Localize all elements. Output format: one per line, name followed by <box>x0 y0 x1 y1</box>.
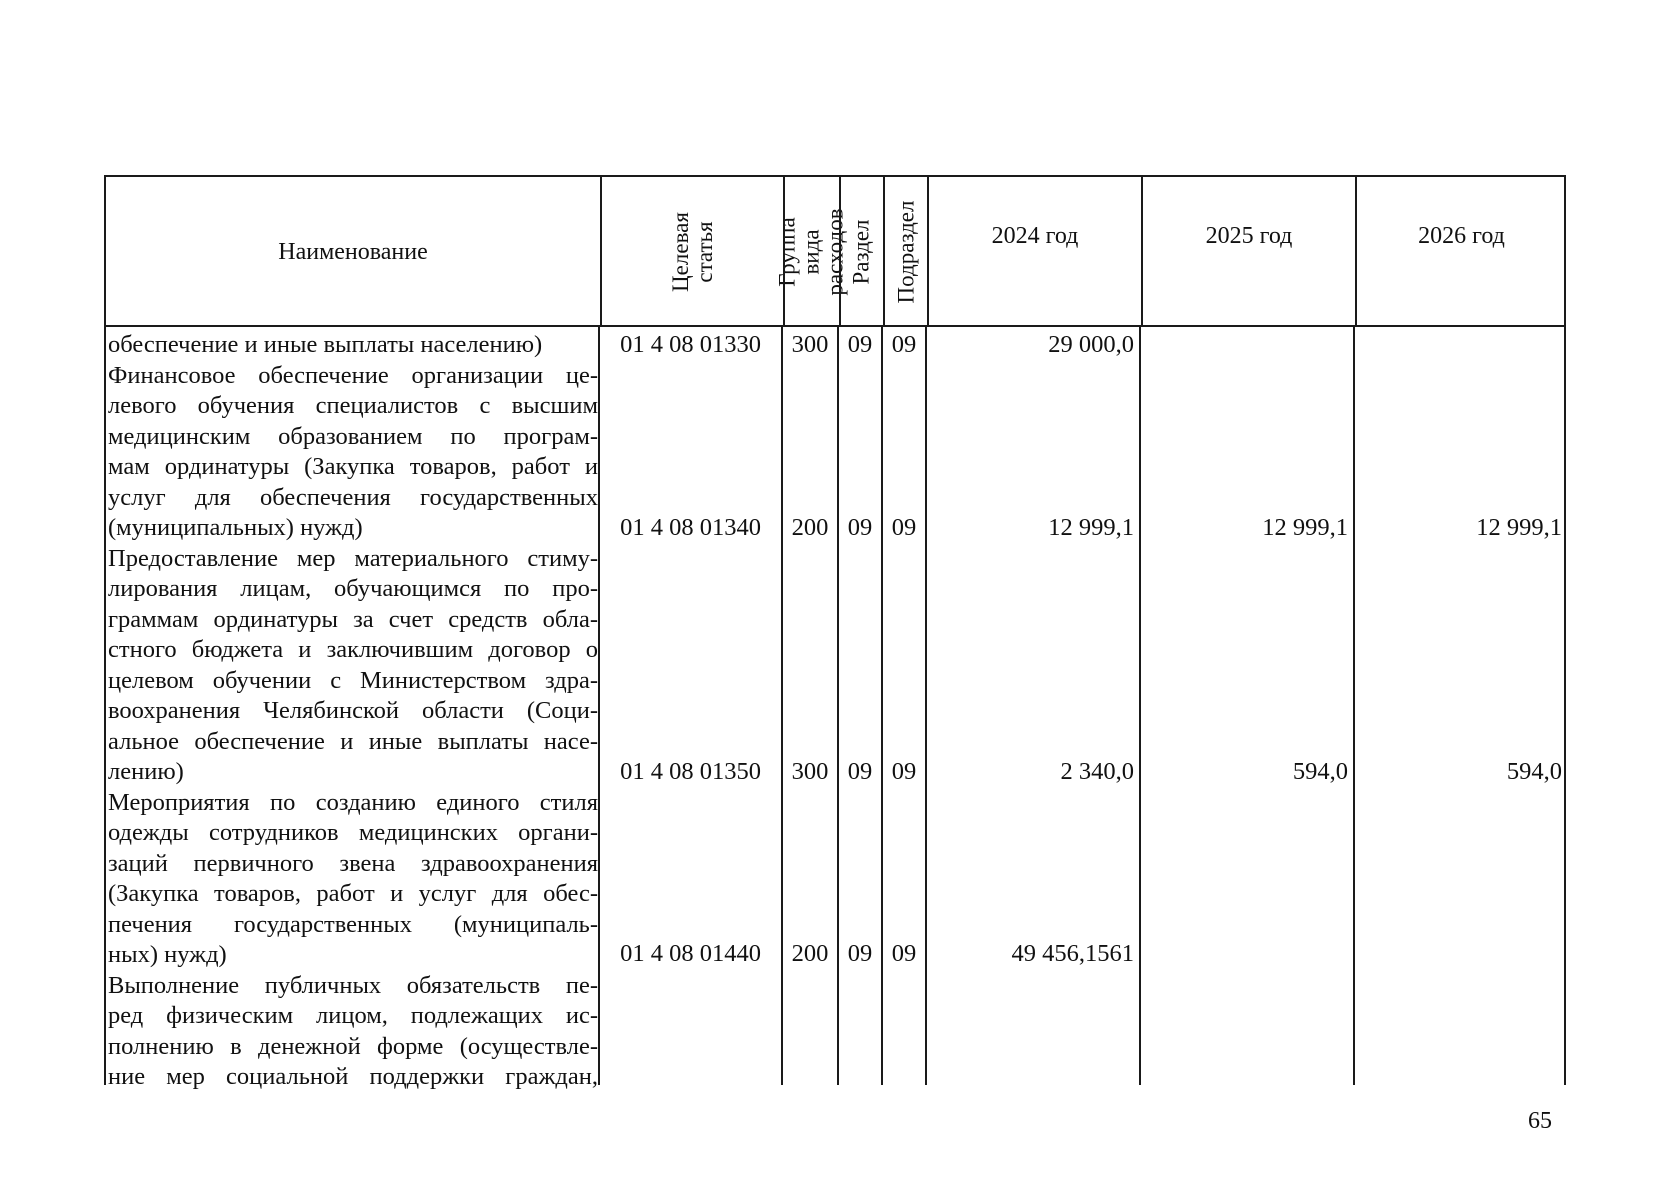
column-divider <box>1564 327 1566 1085</box>
row-section: 09 <box>847 758 873 785</box>
column-divider <box>881 327 883 1085</box>
row-2024: 49 456,1561 <box>1011 940 1134 967</box>
row-code: 01 4 08 01350 <box>620 758 761 785</box>
row-2024: 2 340,0 <box>1060 758 1134 785</box>
row-name-line: альное обеспечение и иные выплаты насе- <box>108 727 598 755</box>
header-section-label: Раздел <box>849 219 874 285</box>
column-divider <box>1353 327 1355 1085</box>
row-code: 01 4 08 01340 <box>620 514 761 541</box>
header-2025-label: 2025 год <box>1205 223 1293 249</box>
header-expense-group <box>775 177 849 327</box>
header-divider <box>600 177 602 327</box>
row-name-line: обеспечение и иные выплаты населению) <box>108 331 543 358</box>
row-name-line: ных) нужд) <box>108 941 227 968</box>
column-divider <box>781 327 783 1085</box>
header-divider <box>883 177 885 327</box>
row-name-line: воохранения Челябинской области (Соци- <box>108 697 598 724</box>
header-subsection <box>885 177 927 327</box>
row-subsection: 09 <box>891 514 917 541</box>
row-group: 200 <box>791 514 829 541</box>
header-2025 <box>1143 177 1355 327</box>
page-number: 65 <box>1528 1108 1552 1134</box>
header-divider <box>927 177 929 327</box>
row-group: 300 <box>791 331 829 358</box>
header-section <box>841 177 883 327</box>
row-name-line: лению) <box>108 758 184 785</box>
row-2025: 12 999,1 <box>1262 514 1348 541</box>
column-divider <box>1139 327 1141 1085</box>
row-2024: 29 000,0 <box>1048 331 1134 358</box>
header-2024-label: 2024 год <box>991 223 1079 249</box>
column-divider <box>925 327 927 1085</box>
header-target-article-label: Целевая статья <box>667 212 717 292</box>
header-subsection-label: Подраздел <box>893 200 919 304</box>
header-divider <box>1141 177 1143 327</box>
budget-table <box>104 175 1566 1090</box>
row-subsection: 09 <box>891 758 917 785</box>
row-name-line: ред физическим лицом, подлежащих ис- <box>108 1002 598 1029</box>
header-2026 <box>1357 177 1566 327</box>
row-name-line: заций первичного звена здравоохранения <box>108 849 598 877</box>
row-name-line: одежды сотрудников медицинских органи- <box>108 819 598 846</box>
header-expense-group-label: Группа вида расходов <box>775 208 849 296</box>
column-divider <box>104 327 106 1085</box>
header-2026-label: 2026 год <box>1418 223 1505 249</box>
header-divider <box>839 177 841 327</box>
row-name <box>108 971 598 1093</box>
row-section: 09 <box>847 331 873 358</box>
row-2025: 594,0 <box>1292 758 1348 785</box>
row-name-line: медицинским образованием по програм- <box>108 422 598 450</box>
row-name-line: левого обучения специалистов с высшим <box>108 392 598 419</box>
row-name-line: граммам ординатуры за счет средств обла- <box>108 605 598 633</box>
row-name-line: Предоставление мер материального стиму- <box>108 544 598 572</box>
row-name <box>108 330 598 361</box>
row-section: 09 <box>847 514 873 541</box>
column-divider <box>598 327 600 1085</box>
row-name-line: мам ординатуры (Закупка товаров, работ и <box>108 453 598 480</box>
row-name-line: ние мер социальной поддержки граждан, <box>108 1063 598 1090</box>
row-name-line: целевом обучении с Министерством здра- <box>108 666 598 694</box>
row-name-line: (муниципальных) нужд) <box>108 514 363 541</box>
header-divider <box>783 177 785 327</box>
row-group: 200 <box>791 940 829 967</box>
row-name-line: услуг для обеспечения государственных <box>108 483 598 511</box>
row-name-line: стного бюджета и заключившим договор о <box>108 636 598 663</box>
row-subsection: 09 <box>891 331 917 358</box>
row-name <box>108 544 598 788</box>
row-code: 01 4 08 01440 <box>620 940 761 967</box>
row-name-line: полнению в денежной форме (осуществле- <box>108 1032 598 1060</box>
table-header <box>104 175 1566 327</box>
row-subsection: 09 <box>891 940 917 967</box>
row-2026: 12 999,1 <box>1476 514 1562 541</box>
header-name-label: Наименование <box>278 239 428 265</box>
row-code: 01 4 08 01330 <box>620 331 761 358</box>
row-2024: 12 999,1 <box>1048 514 1134 541</box>
header-divider <box>1355 177 1357 327</box>
row-name-line: (Закупка товаров, работ и услуг для обес- <box>108 880 598 907</box>
row-2026: 594,0 <box>1506 758 1562 785</box>
row-name <box>108 788 598 971</box>
row-name-line: Мероприятия по созданию единого стиля <box>108 788 598 816</box>
header-target-article <box>602 177 783 327</box>
header-2024 <box>929 177 1141 327</box>
row-name-line: Выполнение публичных обязательств пе- <box>108 971 598 999</box>
header-name <box>106 177 600 327</box>
row-name-line: лирования лицам, обучающимся по про- <box>108 575 598 602</box>
row-section: 09 <box>847 940 873 967</box>
row-group: 300 <box>791 758 829 785</box>
table-body <box>104 327 1566 1090</box>
row-name-line: печения государственных (муниципаль- <box>108 910 598 938</box>
column-divider <box>837 327 839 1085</box>
row-name-line: Финансовое обеспечение организации це- <box>108 361 598 389</box>
row-name <box>108 361 598 544</box>
